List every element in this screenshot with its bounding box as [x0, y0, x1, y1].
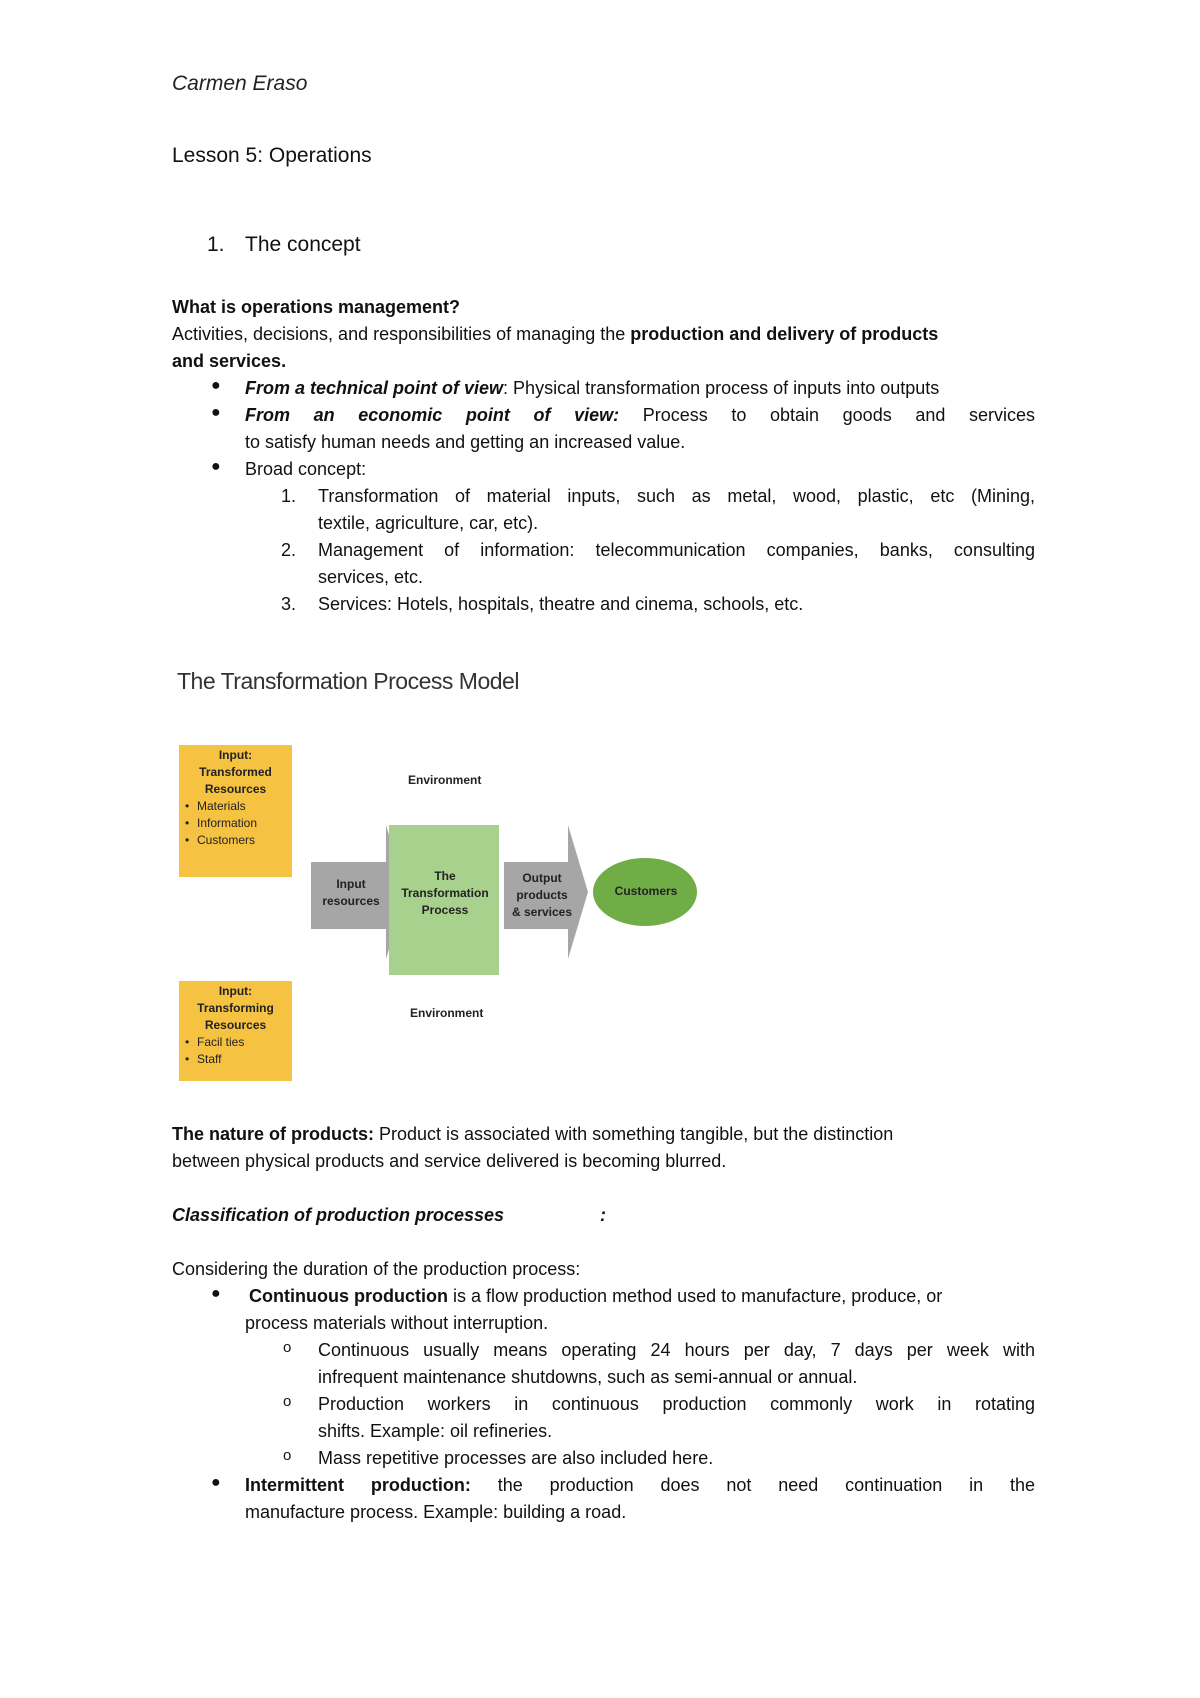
list-item: • Customers [179, 832, 292, 849]
nature-label: The nature of products: [172, 1124, 374, 1144]
bullet-technical-text: : Physical transformation process of inputs into outputs [503, 378, 940, 398]
bullet-dot: ● [211, 377, 221, 394]
output-arrow-label [504, 870, 580, 921]
process-line: The [434, 869, 456, 883]
bullet-dot: ● [211, 1474, 221, 1491]
sub-bullet-circle: o [283, 1447, 292, 1464]
sub-bullet-circle: o [283, 1339, 292, 1356]
author-name: Carmen Eraso [172, 72, 308, 95]
sub-bullet-circle: o [283, 1393, 292, 1410]
continuous-text: is a flow production method used to manufacture, produce, or [452, 1286, 943, 1306]
input-transformed-label: Resources [204, 782, 267, 796]
list-item: • Staff [179, 1051, 292, 1068]
input-transforming-label: Input: [218, 984, 253, 998]
definition-line-1 [172, 321, 1028, 348]
bullet-economic-lead: From an economic point of view: [245, 405, 620, 425]
process-line: Process [421, 903, 469, 917]
continuous-sub-1-line-1: Continuous usually means operating 24 hours per day, 7 days per week with [318, 1340, 1035, 1360]
broad-item-3-line-1: Services: Hotels, hospitals, theatre and cinema, schools, etc. [318, 594, 804, 614]
classification-title: Classification of production processes [172, 1205, 505, 1225]
continuous-sub-1-line-2: infrequent maintenance shutdowns, such as semi-annual or annual. [318, 1367, 858, 1387]
definition-text: Activities, decisions, and responsibilities of managing the [172, 324, 626, 344]
continuous-line-1 [249, 1283, 1035, 1310]
output-arrow-line: products [516, 888, 568, 902]
bullet-economic-line-2: to satisfy human needs and getting an increased value. [245, 432, 686, 452]
continuous-line-2: process materials without interruption. [245, 1313, 549, 1333]
broad-item-2-line-1: Management of information: telecommunication companies, banks, consulting [318, 540, 1035, 560]
nature-line-2: between physical products and service delivered is becoming blurred. [172, 1151, 727, 1171]
broad-item-number: 2. [281, 540, 297, 560]
continuous-sub-2-line-2: shifts. Example: oil refineries. [318, 1421, 553, 1441]
process-line: Transformation [401, 886, 489, 900]
intermittent-lead: Intermittent production: [245, 1475, 471, 1495]
input-arrow-label [313, 876, 389, 910]
environment-top-label: Environment [408, 773, 482, 787]
broad-item-2-line-2: services, etc. [318, 567, 424, 587]
list-item: • Materials [179, 798, 292, 815]
classification-colon: : [600, 1205, 606, 1225]
intermittent-line-1 [245, 1472, 1035, 1499]
input-arrow-line: resources [322, 894, 380, 908]
question-heading: What is operations management? [172, 297, 461, 317]
bullet-dot: ● [211, 1285, 221, 1302]
environment-bottom-label: Environment [410, 1006, 484, 1020]
input-transforming-label: Resources [204, 1018, 267, 1032]
bullet-technical-lead: From a technical point of view [245, 378, 504, 398]
input-transforming-label: Transforming [197, 1001, 274, 1015]
customers-label: Customers [614, 884, 678, 898]
nature-line-1 [172, 1121, 1042, 1148]
classification-intro: Considering the duration of the production process: [172, 1259, 581, 1279]
continuous-lead: Continuous production [249, 1286, 448, 1306]
input-transforming-box [179, 981, 292, 1081]
diagram-title: The Transformation Process Model [177, 668, 519, 694]
broad-item-1-line-2: textile, agriculture, car, etc). [318, 513, 539, 533]
definition-bold-1: production and delivery of products [630, 324, 939, 344]
bullet-broad: Broad concept: [245, 459, 367, 479]
bullet-dot: ● [211, 404, 221, 421]
bullet-economic [245, 402, 1035, 429]
broad-item-number: 1. [281, 486, 297, 506]
definition-bold-2: and services. [172, 351, 287, 371]
nature-text: Product is associated with something tangible, but the distinction [379, 1124, 894, 1144]
bullet-technical [245, 375, 1035, 402]
output-arrow-line: & services [511, 905, 573, 919]
bullet-economic-text: Process to obtain goods and services [642, 405, 1035, 425]
section-number: 1. [207, 233, 225, 256]
list-item: • Facil ties [179, 1034, 292, 1051]
continuous-sub-3: Mass repetitive processes are also included here. [318, 1448, 714, 1468]
intermittent-line-2: manufacture process. Example: building a road. [245, 1502, 627, 1522]
lesson-title: Lesson 5: Operations [172, 144, 372, 167]
list-item: • Information [179, 815, 292, 832]
broad-item-1-line-1: Transformation of material inputs, such as metal, wood, plastic, etc (Mining, [318, 486, 1035, 506]
broad-item-number: 3. [281, 594, 297, 614]
input-transformed-box [179, 745, 292, 877]
continuous-sub-2-line-1: Production workers in continuous production commonly work in rotating [318, 1394, 1035, 1414]
intermittent-text: the production does not need continuation in the [497, 1475, 1035, 1495]
bullet-dot: ● [211, 458, 221, 475]
input-transformed-label: Transformed [199, 765, 272, 779]
input-transformed-label: Input: [218, 748, 253, 762]
input-arrow-line: Input [336, 877, 366, 891]
section-title: The concept [245, 233, 361, 256]
process-label [390, 868, 500, 919]
output-arrow-line: Output [522, 871, 562, 885]
